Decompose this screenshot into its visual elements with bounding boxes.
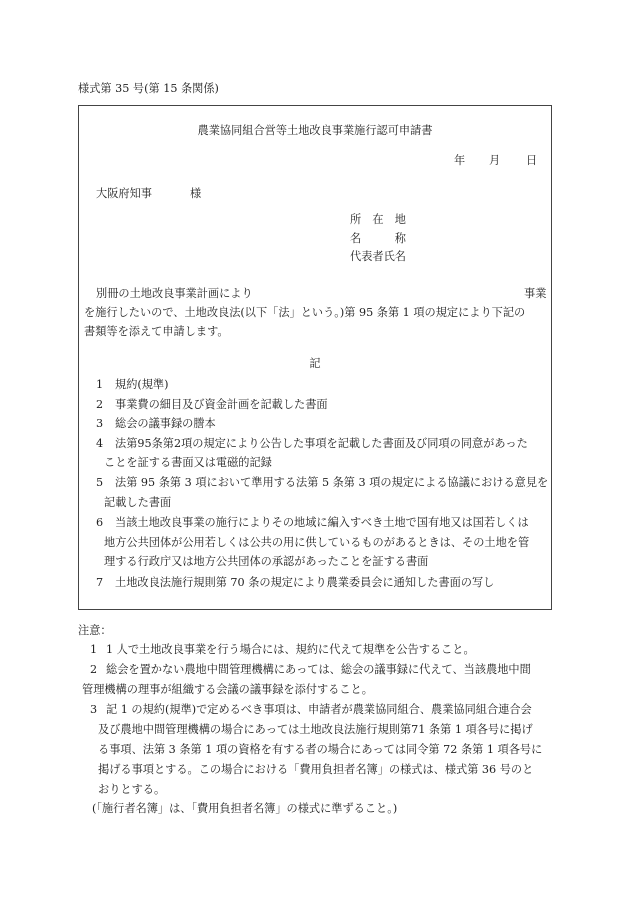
document-title: 農業協同組合営等土地改良事業施行認可申請書 xyxy=(197,124,433,137)
date-year-label: 年 xyxy=(454,154,466,167)
applicant-address-label: 所 在 地 xyxy=(350,213,406,226)
note-text-cont: (「施行者名簿」は、「費用負担者名簿」の様式に準ずること。) xyxy=(92,802,398,815)
list-item-text-cont: 理する行政庁又は地方公共団体の承認があったことを証する書面 xyxy=(104,555,429,568)
list-item-number: 1 xyxy=(96,378,104,391)
list-item-number: 3 xyxy=(96,417,104,430)
note-text-cont: おりとする。 xyxy=(98,783,166,796)
note-text-cont: る事項、法第 3 条第 1 項の資格を有する者の場合にあっては同令第 72 条第 1 項各号に xyxy=(98,743,543,756)
list-item-text: 土地改良法施行規則第 70 条の規定により農業委員会に通知した書面の写し xyxy=(115,576,495,589)
note-text-cont: 管理機構の理事が組織する会議の議事録を添付すること。 xyxy=(82,683,373,696)
note-number: 1 xyxy=(90,643,98,656)
list-item-number: 7 xyxy=(96,576,104,589)
list-item-text-cont: ことを証する書面又は電磁的記録 xyxy=(104,456,272,469)
list-item-text-cont: 記載した書面 xyxy=(104,496,172,509)
note-text-cont: 及び農地中間管理機構の場合にあっては土地改良法施行規則第71 条第 1 項各号に掲げ xyxy=(98,723,533,736)
notes-heading: 注意： xyxy=(78,624,112,637)
date-month-label: 月 xyxy=(489,154,501,167)
list-item-number: 2 xyxy=(96,398,104,411)
ki-heading: 記 xyxy=(309,357,321,370)
list-item-number: 4 xyxy=(96,437,104,450)
note-text-cont: 掲げる事項とする。この場合における「費用負担者名簿」の様式は、様式第 36 号のと xyxy=(98,763,534,776)
note-text: 総会を置かない農地中間管理機構にあっては、総会の議事録に代えて、当該農地中間 xyxy=(106,663,531,676)
note-number: 3 xyxy=(90,703,98,716)
list-item-text: 法第95条第2項の規定により公告した事項を記載した書面及び同項の同意があった xyxy=(115,437,528,450)
list-item-text-cont: 地方公共団体が公用若しくは公共の用に供しているものがあるときは、その土地を管 xyxy=(104,536,530,549)
body-line-1-end: 事業 xyxy=(524,287,547,300)
date-day-label: 日 xyxy=(526,154,538,167)
note-text: 記 1 の規約(規準)で定めるべき事項は、申請者が農業協同組合、農業協同組合連合会 xyxy=(106,703,532,716)
body-line-3: 書類等を添えて申請します。 xyxy=(84,325,229,338)
applicant-representative-label: 代表者氏名 xyxy=(350,250,406,263)
body-line-1-start: 別冊の土地改良事業計画により xyxy=(96,287,253,300)
applicant-name-label: 名 称 xyxy=(350,232,406,245)
note-number: 2 xyxy=(90,663,98,676)
body-line-2: を施行したいので、土地改良法(以下「法」という。)第 95 条第 1 項の規定により下記の xyxy=(84,306,526,319)
addressee-name: 大阪府知事 xyxy=(96,187,152,200)
list-item-number: 6 xyxy=(96,516,104,529)
form-number-label: 様式第 35 号(第 15 条関係) xyxy=(78,82,219,95)
addressee-honorific: 様 xyxy=(190,187,202,200)
list-item-text: 規約(規準) xyxy=(115,378,169,391)
list-item-text: 法第 95 条第 3 項において準用する法第 5 条第 3 項の規定による協議における意見を xyxy=(115,476,549,489)
list-item-text: 当該土地改良事業の施行によりその地域に編入すべき土地で国有地又は国若しくは xyxy=(115,516,529,529)
list-item-number: 5 xyxy=(96,476,104,489)
list-item-text: 事業費の細目及び資金計画を記載した書面 xyxy=(115,398,328,411)
note-text: 1 人で土地改良事業を行う場合には、規約に代えて規準を公告すること。 xyxy=(106,643,475,656)
list-item-text: 総会の議事録の謄本 xyxy=(115,417,216,430)
